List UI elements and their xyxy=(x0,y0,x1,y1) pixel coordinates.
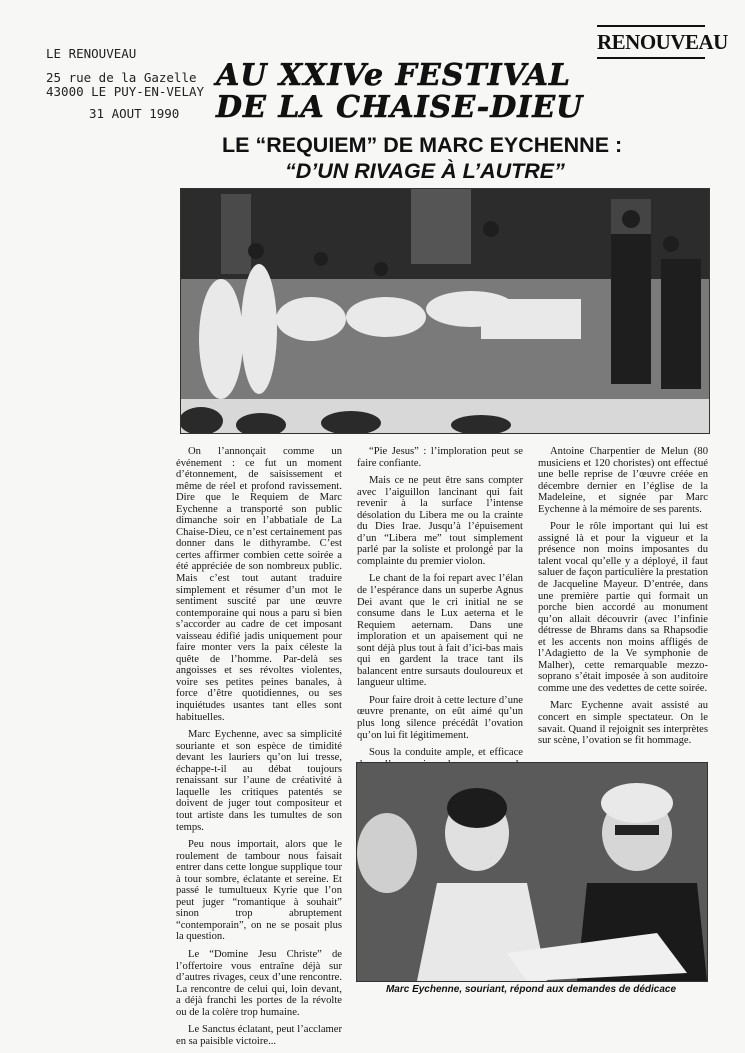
col3-paragraph: Marc Eychenne avait assisté au concert en simple spectateur. On le savait. Quand il rejoignit ses interprètes sur scène, l’ovation se fit hommage. xyxy=(538,700,708,747)
concert-photo-illustration xyxy=(181,189,709,433)
col2-paragraph: Sous la conduite ample, et efficace xyxy=(369,747,523,759)
article-column-1 xyxy=(176,446,342,1053)
photo-caption: Marc Eychenne, souriant, répond aux demandes de dédicace xyxy=(385,984,677,995)
masthead-badge: RENOUVEAU xyxy=(597,25,705,59)
article-column-2 xyxy=(357,446,523,799)
clipping-date: 31 AOUT 1990 xyxy=(89,106,180,121)
col1-paragraph: Marc Eychenne, avec sa simplicité souriante et son espèce de timidité devant les lauriers qu’on lui tresse, échappe-t-il au débat toujours renaissant sur l’aune de créativité à laquelle les critiques patentés se doivent de juger tout compositeur et tout artiste dans les tumultes de son temps. xyxy=(176,729,342,833)
clipping-address-line1: 25 rue de la Gazelle xyxy=(46,70,197,85)
col3-paragraph: Antoine Charpentier de Melun (80 musiciens et 120 choristes) ont effectué une belle reprise de l’œuvre créée en décembre dernier en l’église de la Madeleine, et signée par Marc Eychenne à la mémoire de ses parents. xyxy=(538,446,708,515)
kicker-line2: DE LA CHAISE-DIEU xyxy=(216,90,584,125)
clipping-address-line2: 43000 LE PUY-EN-VELAY xyxy=(46,84,205,99)
col1-paragraph: Peu nous importait, alors que le roulement de tambour nous faisait entrer dans cette longue supplique tour à tour sombre, éclatante et sereine. Et passé le tumultueux Kyrie que l’on peut juger “romantique à souhait” sinon trop abruptement “contemporain”, on ne se posait plus la question. xyxy=(176,839,342,943)
col2-paragraph: Pour faire droit à cette lecture d’une œuvre prenante, on eût aimé qu’un plus long silence précédât l’ovation qu’on lui fit légitimement. xyxy=(357,694,523,741)
article-column-3 xyxy=(538,446,708,753)
col1-paragraph: Le Sanctus éclatant, peut l’acclamer en sa paisible victoire... xyxy=(176,1024,342,1047)
col2-paragraph: Mais ce ne peut être sans compter avec l’aiguillon lancinant qui fait revenir à la surface l’intense désolation du Libera me ou la crainte du Dies Irae. Jusqu’à l’épuisement d’un “Libera me” tout simplement parlé par la soliste et prolongé par la complainte du premier violon. xyxy=(357,475,523,567)
kicker-line1: AU XXIVe FESTIVAL xyxy=(216,58,572,93)
signing-photo-illustration xyxy=(357,763,707,981)
clipping-source: LE RENOUVEAU xyxy=(46,46,137,61)
headline-line2: “D’UN RIVAGE À L’AUTRE” xyxy=(285,159,565,183)
col2-paragraph: Le chant de la foi repart avec l’élan de l’espérance dans un superbe Agnus Dei avant que le cri initial ne se consume dans le Lux aeterna et le Requiem aeternam. Dans une imploration et un apaisement qui ne sont déjà plus tout à fait d’ici-bas mais qui en gardent la trace tant ils balancent entre sursauts douloureux et langueur ultime. xyxy=(357,573,523,689)
col3-paragraph: Pour le rôle important qui lui est assigné là et pour la vigueur et la présence non moins imposantes du talent vocal qu’elle y a déployé, il faut saluer de façon particulière la prestation de Jacqueline Mayeur. D’entrée, dans une première partie qui formait un porche bien accordé au monument qu’on allait découvrir (avec l’infinie détresse de Bhrams dans sa Rhapsodie et les accents non moins affligés de l’Adagietto de la Ve symphonie de Malher), cette remarquable mezzo-soprano s’était imposée à son auditoire comme une des vedettes de cette soirée. xyxy=(538,521,708,694)
headline-line1: LE “REQUIEM” DE MARC EYCHENNE : xyxy=(222,133,623,157)
col2-paragraph: “Pie Jesus” : l’imploration peut se faire confiante. xyxy=(357,446,523,469)
col1-paragraph: On l’annonçait comme un événement : ce fut un moment d’étonnement, de saisissement et même de réel et profond ravissement. Dire que le Requiem de Marc Eychenne a transporté son public dimanche soir en l’abbatiale de La Chaise-Dieu, ce n’est certainement pas donner dans le dithyrambe. C’est certes affirmer combien cette soirée a été appréciée de son nombreux public. Mais c’est tout autant traduire simplement et résumer d’un mot le sentiment suscité par une œuvre contemporaine qui nous a paru si bien s’accorder au cadre de cet imposant vaisseau édifié jadis uniquement pour faire monter vers la paix céleste la quête de l’homme. Par-delà ses angoisses et ses révoltes violentes, voire ses petites peines banales, à force d’être quotidiennes, ou ses inquiétudes usantes tant elles sont habituelles. xyxy=(176,446,342,723)
concert-photo xyxy=(180,188,710,434)
col1-paragraph: Le “Domine Jesu Christe” de l’offertoire vous entraîne déjà sur d’autres rivages, ceux d’une rencontre. La rencontre de celui qui, loin devant, a déjà franchi les portes de la révolte ou de la colère trop humaine. xyxy=(176,948,342,1018)
signing-photo xyxy=(356,762,708,982)
